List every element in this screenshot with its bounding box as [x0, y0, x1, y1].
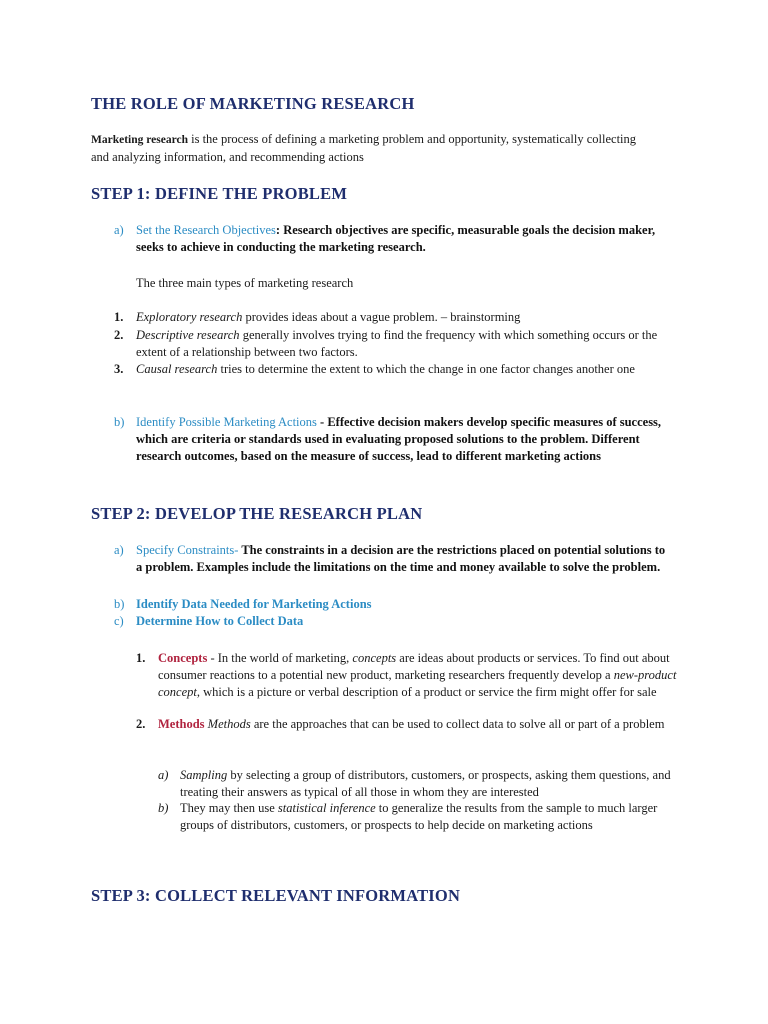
- concepts-text-2: are ideas about products or services. To find out about consumer reactions to a potential new product, marketing researchers frequently develop a: [158, 651, 670, 682]
- methods-label: Methods: [158, 717, 205, 731]
- sub-item-a: [158, 767, 682, 801]
- type-text-1: provides ideas about a vague problem. – brainstorming: [242, 310, 521, 324]
- step2-item-c: [114, 613, 674, 630]
- step2-item-b: [114, 596, 674, 613]
- method-item-2: [136, 716, 684, 733]
- types-intro: The three main types of marketing research: [136, 276, 354, 290]
- methods-text: are the approaches that can be used to collect data to solve all or part of a problem: [250, 717, 665, 731]
- type-term-1: Exploratory research: [136, 310, 243, 324]
- type-term-2: Descriptive research: [136, 328, 240, 342]
- step1-a-marker: a): [114, 223, 124, 237]
- type-text-2: generally involves trying to find the frequency with which something occurs or the extent of a relationship between two factors.: [136, 328, 658, 359]
- step1-item-a: [114, 222, 674, 256]
- concepts-italic-2: new-product concept: [158, 668, 677, 699]
- step2-a-marker: a): [114, 543, 124, 557]
- method-number-2: 2.: [136, 717, 146, 731]
- step2-b-marker: b): [114, 597, 125, 611]
- step2-c-label: Determine How to Collect Data: [136, 614, 304, 628]
- page-title: THE ROLE OF MARKETING RESEARCH: [91, 94, 415, 113]
- step1-heading: STEP 1: DEFINE THE PROBLEM: [91, 184, 348, 203]
- methods-italic: Methods: [204, 717, 251, 731]
- sub-marker-a: a): [158, 768, 169, 782]
- intro-text: is the process of defining a marketing problem and opportunity, systematically collecting and analyzing information, and recommending actions: [91, 132, 637, 164]
- sampling-text: by selecting a group of distributors, customers, or prospects, asking them questions, and treating their answers as typical of all those in whom they are interested: [180, 768, 671, 799]
- step2-a-text: The constraints in a decision are the restrictions placed on potential solutions to a problem. Examples include the limitations on the time and money available to solve the problem.: [136, 543, 666, 574]
- type-item-2: [114, 327, 680, 361]
- type-number-1: 1.: [114, 310, 124, 324]
- type-number-3: 3.: [114, 362, 124, 376]
- step1-b-text: Effective decision makers develop specific measures of success, which are criteria or standards used in evaluating proposed solutions to the problem. Different research outcomes, based on the measure of success, lead to different marketing actions: [136, 415, 662, 463]
- step1-b-label: Identify Possible Marketing Actions: [136, 415, 317, 429]
- step1-b-dash: -: [316, 415, 325, 429]
- step1-a-label: Set the Research Objectives: [136, 223, 276, 237]
- step3-heading: STEP 3: COLLECT RELEVANT INFORMATION: [91, 886, 461, 905]
- sub-marker-b: b): [158, 801, 169, 815]
- method-item-1: [136, 650, 684, 701]
- inference-pre: They may then use: [180, 801, 278, 815]
- method-number-1: 1.: [136, 651, 146, 665]
- type-item-1: [114, 309, 680, 326]
- concepts-italic-1: concepts: [352, 651, 397, 665]
- inference-term: statistical inference: [277, 801, 376, 815]
- type-item-3: [114, 361, 680, 378]
- step2-a-label: Specify Constraints-: [136, 543, 239, 557]
- type-text-3: tries to determine the extent to which the change in one factor changes another one: [217, 362, 635, 376]
- intro-term: Marketing research: [91, 134, 188, 146]
- step2-heading: STEP 2: DEVELOP THE RESEARCH PLAN: [91, 504, 423, 523]
- concepts-label: Concepts: [158, 651, 208, 665]
- type-term-3: Causal research: [136, 362, 218, 376]
- sampling-term: Sampling: [180, 768, 228, 782]
- intro-paragraph: [91, 131, 651, 166]
- step1-a-text: Research objectives are specific, measurable goals the decision maker, seeks to achieve in conducting the marketing research.: [136, 223, 656, 254]
- inference-text: to generalize the results from the sample to much larger groups of distributors, customers, or prospects to help decide on marketing actions: [180, 801, 658, 832]
- step1-a-colon: :: [275, 223, 281, 237]
- step1-item-b: [114, 414, 674, 465]
- type-number-2: 2.: [114, 328, 124, 342]
- step2-c-marker: c): [114, 614, 124, 628]
- step2-item-a: [114, 542, 674, 576]
- step1-b-marker: b): [114, 415, 125, 429]
- concepts-text-3: , which is a picture or verbal description of a product or service the firm might offer for sale: [196, 685, 657, 699]
- step2-b-label: Identify Data Needed for Marketing Actions: [136, 597, 372, 611]
- concepts-text-1: - In the world of marketing,: [207, 651, 353, 665]
- sub-item-b: [158, 800, 682, 834]
